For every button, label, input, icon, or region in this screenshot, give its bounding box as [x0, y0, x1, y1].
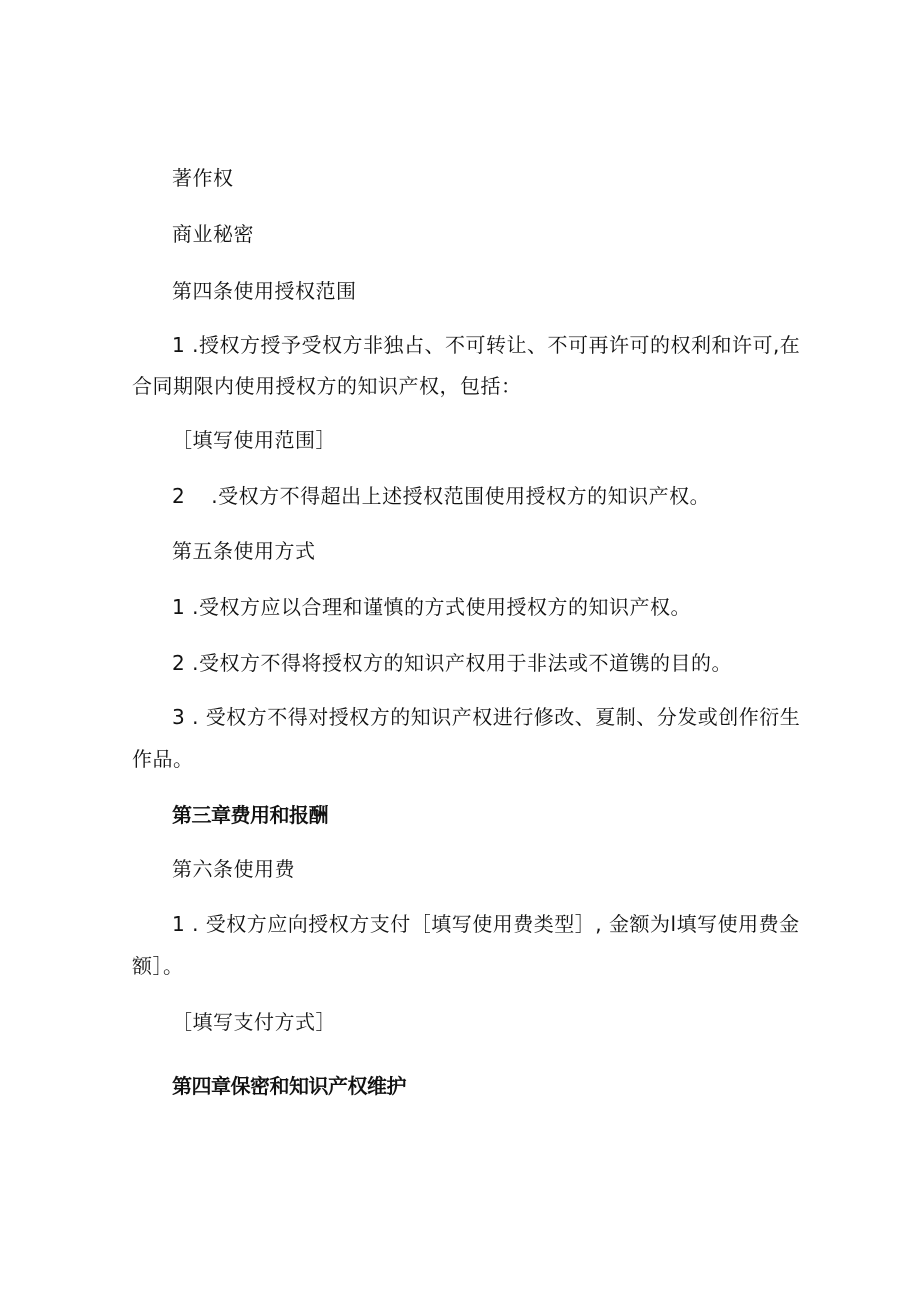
list-item-copyright: 著作权 — [172, 166, 234, 190]
clause-text: .受权方不得超出上述授权范围使用授权方的知识产权。 — [211, 484, 711, 508]
article-4-clause-1-line-2: 合同期限内使用授权方的知识产权，包括： — [132, 374, 522, 398]
article-6-clause-1-line-2: 额］。 — [132, 954, 184, 978]
article-5-clause-3-line-1: 3 . 受权方不得对授权方的知识产权进行修改、夏制、分发或创作衍生 — [172, 705, 801, 729]
article-5-clause-3-line-2: 作品。 — [132, 747, 194, 771]
article-4-clause-2 — [172, 484, 710, 508]
article-4-clause-1-line-1: 1 .授权方授予受权方非独占、不可转让、不可再许可的权利和许可,在 — [172, 333, 801, 357]
article-5-clause-2: 2 .受权方不得将授权方的知识产权用于非法或不道镌的目的。 — [172, 651, 732, 675]
chapter-3-heading: 第三章费用和报酬 — [172, 803, 328, 827]
chapter-4-heading: 第四章保密和知识产权维护 — [172, 1074, 406, 1098]
article-5-clause-1: 1 .受权方应以合理和谨慎的方式使用授权方的知识产权。 — [172, 595, 691, 619]
list-item-trade-secret: 商业秘密 — [172, 222, 254, 246]
clause-number: 2 — [172, 484, 186, 508]
article-4-heading: 第四条使用授权范围 — [172, 279, 357, 303]
article-6-heading: 第六条使用费 — [172, 857, 295, 881]
article-6-clause-1-line-1: 1 . 受权方应向授权方支付［填写使用费类型］, 金额为l填写使用费金 — [172, 912, 800, 936]
payment-method-placeholder: ［填写支付方式］ — [172, 1010, 336, 1034]
article-5-heading: 第五条使用方式 — [172, 539, 316, 563]
scope-placeholder: ［填写使用范围］ — [172, 428, 336, 452]
